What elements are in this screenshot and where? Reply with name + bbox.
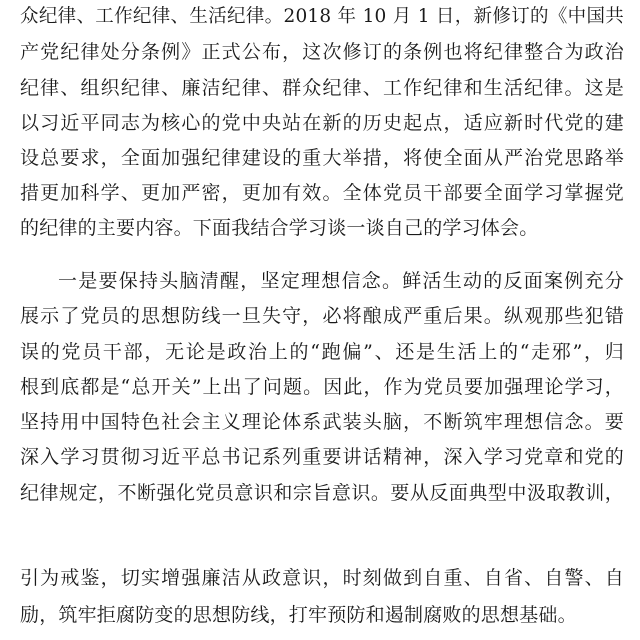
text-line-10: 误的党员干部，无论是政治上的“跑偏”、还是生活上的“走邪”，归 [20, 341, 624, 363]
text-line-4: 以习近平同志为核心的党中央站在新的历史起点，适应新时代党的建 [20, 112, 624, 134]
text-line-12: 坚持用中国特色社会主义理论体系武装头脑，不断筑牢理想信念。要 [20, 411, 624, 433]
text-line-13: 深入学习贯彻习近平总书记系列重要讲话精神，深入学习党章和党的 [20, 446, 624, 468]
text-line-2: 产党纪律处分条例》正式公布，这次修订的条例也将纪律整合为政治 [20, 41, 624, 63]
text-line-9: 展示了党员的思想防线一旦失守，必将酿成严重后果。纵观那些犯错 [20, 305, 624, 327]
text-line-11: 根到底都是“总开关”上出了问题。因此，作为党员要加强理论学习， [20, 376, 624, 398]
text-line-15: 引为戒鉴，切实增强廉洁从政意识，时刻做到自重、自省、自警、自 [20, 567, 624, 589]
text-line-1: 众纪律、工作纪律、生活纪律。2018 年 10 月 1 日，新修订的《中国共 [20, 6, 624, 27]
text-line-5: 设总要求，全面加强纪律建设的重大举措，将使全面从严治党思路举 [20, 147, 624, 169]
text-line-8: 一是要保持头脑清醒，坚定理想信念。鲜活生动的反面案例充分 [58, 270, 624, 292]
text-line-7: 的纪律的主要内容。下面我结合学习谈一谈自己的学习体会。 [20, 217, 539, 239]
text-line-6: 措更加科学、更加严密，更加有效。全体党员干部要全面学习掌握党 [20, 182, 624, 204]
text-line-3: 纪律、组织纪律、廉洁纪律、群众纪律、工作纪律和生活纪律。这是 [20, 77, 624, 99]
text-line-14: 纪律规定，不断强化党员意识和宗旨意识。要从反面典型中汲取教训， [20, 482, 624, 504]
text-line-16: 励，筑牢拒腐防变的思想防线，打牢预防和遏制腐败的思想基础。 [20, 604, 577, 626]
